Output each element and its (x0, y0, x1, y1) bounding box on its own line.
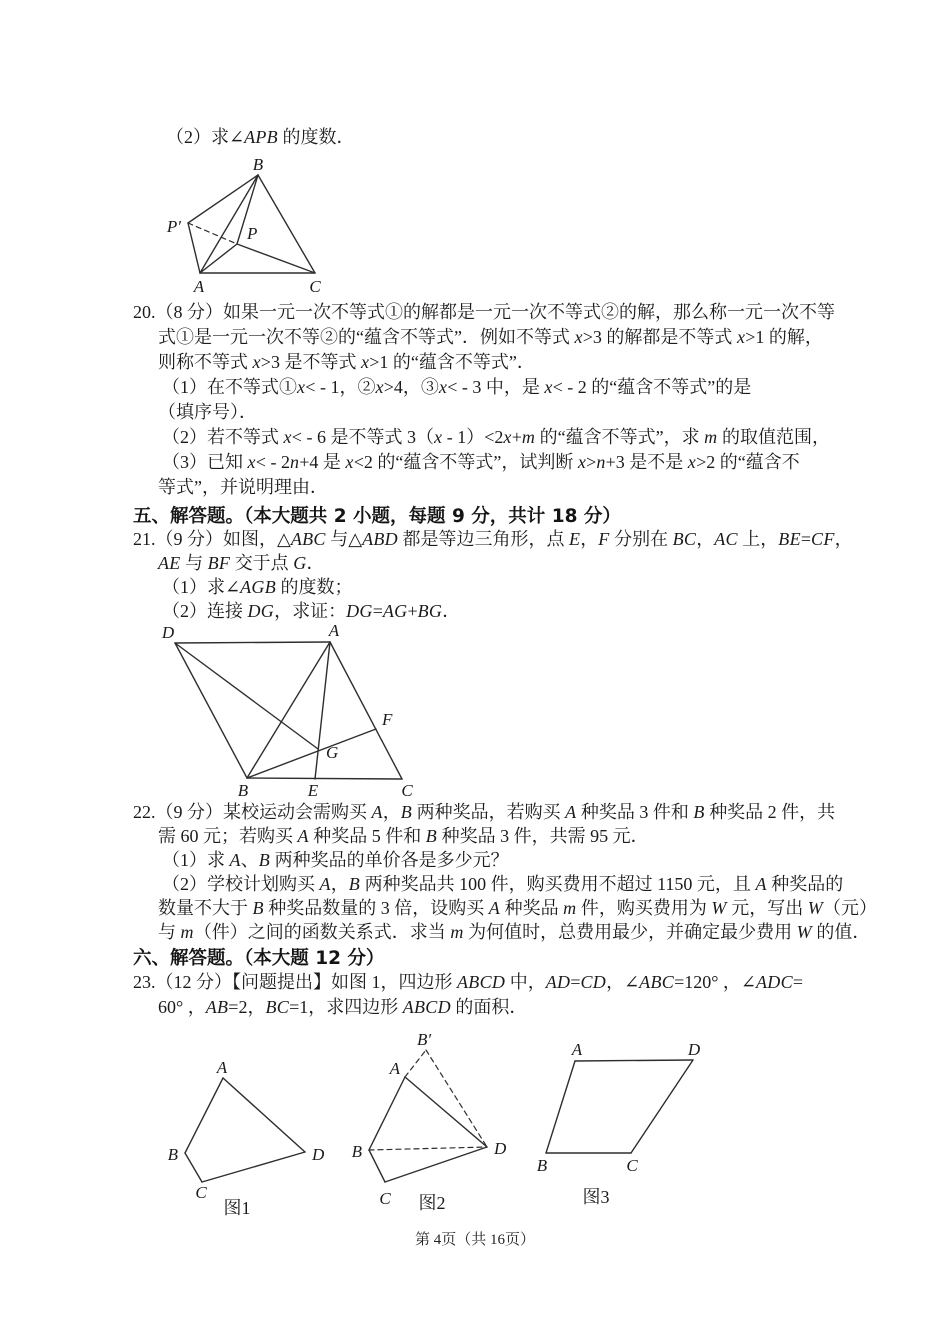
figure3-caption: 图3 (582, 1187, 610, 1207)
vertex-label-p: P (247, 224, 258, 243)
q20-line: （3）已知 x< - 2n+4 是 x<2 的“蕴含不等式”，试判断 x>n+3 是不是 x>2 的“蕴含不 (162, 452, 800, 472)
vertex-label-c: C (626, 1156, 638, 1175)
q22-line: 与 m（件）之间的函数关系式．求当 m 为何值时，总费用最少，并确定最少费用 W 的值． (158, 922, 871, 942)
q20-line: 式①是一元一次不等②的“蕴含不等式”．例如不等式 x>3 的解都是不等式 x>1 的解， (158, 327, 823, 347)
q22-line: （2）学校计划购买 A，B 两种奖品共 100 件，购买费用不超过 1150 元，且 A 种奖品的 (162, 874, 844, 894)
q21-line: AE 与 BF 交于点 G． (158, 553, 325, 573)
q21-line: （1）求∠AGB 的度数； (162, 577, 353, 597)
q23-block (0, 970, 950, 1020)
q23-line: 23.（12 分）【问题提出】如图 1，四边形 ABCD 中，AD=CD，∠ABC=120° ，∠ADC= (133, 972, 804, 992)
vertex-label-b: B (351, 1142, 362, 1161)
section5-heading: 五、解答题。（本大题共 2 小题，每题 9 分，共计 18 分） (133, 506, 621, 527)
vertex-label-a: A (328, 621, 340, 640)
q23-figure2-edges (369, 1050, 487, 1182)
q23-figure1-edges (185, 1078, 305, 1182)
edge-b-f (247, 729, 376, 778)
vertex-label-d: D (494, 1139, 507, 1158)
q21-block (0, 527, 950, 623)
q23-figure2 (345, 1032, 520, 1220)
vertex-label-d: D (161, 623, 175, 642)
figure1-caption: 图1 (223, 1198, 251, 1218)
q21-line: 21.（9 分）如图，△ABC 与△ABD 都是等边三角形，点 E，F 分别在 BC，AC 上，BE=CF， (133, 529, 853, 549)
edge-c-d (385, 1147, 487, 1182)
q22-line: 22.（9 分）某校运动会需购买 A，B 两种奖品，若购买 A 种奖品 3 件和 B 种奖品 2 件，共 (133, 802, 836, 822)
vertex-label-e: E (307, 781, 319, 800)
q22-line: （1）求 A、B 两种奖品的单价各是多少元？ (162, 850, 509, 870)
q21-figure (150, 618, 430, 803)
q20-line: 则称不等式 x>3 是不等式 x>1 的“蕴含不等式”． (158, 352, 535, 372)
q23-line: 60° ，AB=2，BC=1，求四边形 ABCD 的面积． (158, 997, 528, 1017)
q22-line: 需 60 元；若购买 A 种奖品 5 件和 B 种奖品 3 件，共需 95 元． (158, 826, 649, 846)
q23-figure3 (535, 1040, 780, 1210)
section6-heading: 六、解答题。（本大题 12 分） (133, 948, 385, 969)
vertex-label-c: C (309, 277, 321, 296)
page-number-footer: 第 4页（共 16页） (414, 1232, 535, 1248)
vertex-label-d: D (687, 1040, 701, 1059)
vertex-label-b-prime: B′ (416, 1032, 432, 1049)
q20-block (0, 300, 950, 500)
vertex-label-g: G (326, 743, 339, 762)
vertex-label-b: B (252, 155, 264, 174)
edge-a-bprime-dashed (405, 1050, 426, 1077)
vertex-label-b: B (237, 781, 249, 800)
q22-line: 数量不大于 B 种奖品数量的 3 倍，设购买 A 种奖品 m 件，购买费用为 W 元，写出 W（元） (158, 898, 877, 918)
edge-pprime-a (188, 223, 200, 273)
q23-figure1 (155, 1055, 340, 1220)
q19-figure (150, 150, 350, 300)
edge-pprime-p-dashed (188, 223, 237, 244)
vertex-label-b: B (167, 1145, 178, 1164)
vertex-label-a: A (216, 1058, 228, 1077)
edge-a-b (185, 1078, 223, 1153)
vertex-label-a: A (193, 277, 205, 296)
edge-d-c (631, 1060, 693, 1153)
q19-part2-line: （2）求∠APB 的度数． (166, 127, 355, 147)
q21-line: （2）连接 DG，求证：DG=AG+BG． (162, 601, 461, 621)
edge-b-d-dashed (369, 1147, 487, 1150)
vertex-label-c: C (195, 1183, 207, 1202)
vertex-label-d: D (312, 1145, 325, 1164)
edge-p-c (237, 244, 315, 273)
figure2-caption: 图2 (418, 1193, 446, 1213)
edge-b-c (369, 1150, 385, 1182)
q20-line: （填序号）． (158, 402, 257, 422)
q23-figure3-edges (546, 1060, 693, 1153)
vertex-label-c: C (379, 1189, 391, 1208)
edge-d-a (405, 1077, 487, 1147)
vertex-label-f: F (382, 710, 393, 729)
edge-d-b (175, 643, 247, 778)
edge-a-b (369, 1077, 405, 1150)
q19-part2-block (0, 125, 950, 150)
edge-bprime-d-dashed (426, 1050, 487, 1147)
vertex-label-p-prime: P′ (166, 217, 181, 236)
q20-line: （2）若不等式 x< - 6 是不等式 3（x - 1）<2x+m 的“蕴含不等式”，求 m 的取值范围， (162, 427, 830, 447)
edge-b-c (185, 1153, 202, 1182)
edge-a-p (200, 244, 237, 273)
vertex-label-a: A (389, 1059, 400, 1078)
edge-b-a (546, 1061, 575, 1153)
edge-c-d (202, 1152, 305, 1182)
edge-b-pprime (188, 175, 258, 223)
edge-d-a (175, 642, 330, 643)
edge-b-c (258, 175, 315, 273)
q20-line: 20.（8 分）如果一元一次不等式①的解都是一元一次不等式②的解，那么称一元一次不等 (133, 302, 835, 322)
q20-line: （1）在不等式①x< - 1，②x>4，③x< - 3 中，是 x< - 2 的“蕴含不等式”的是 (162, 377, 752, 397)
q22-block (0, 800, 950, 944)
vertex-label-a: A (571, 1040, 583, 1059)
vertex-label-c: C (401, 781, 413, 800)
q20-line: 等式”，并说明理由． (158, 477, 328, 497)
vertex-label-b: B (536, 1156, 548, 1175)
edge-a-d (575, 1060, 693, 1061)
edge-d-a (223, 1078, 305, 1152)
q21-figure-edges (175, 642, 402, 779)
edge-b-c (247, 778, 402, 779)
